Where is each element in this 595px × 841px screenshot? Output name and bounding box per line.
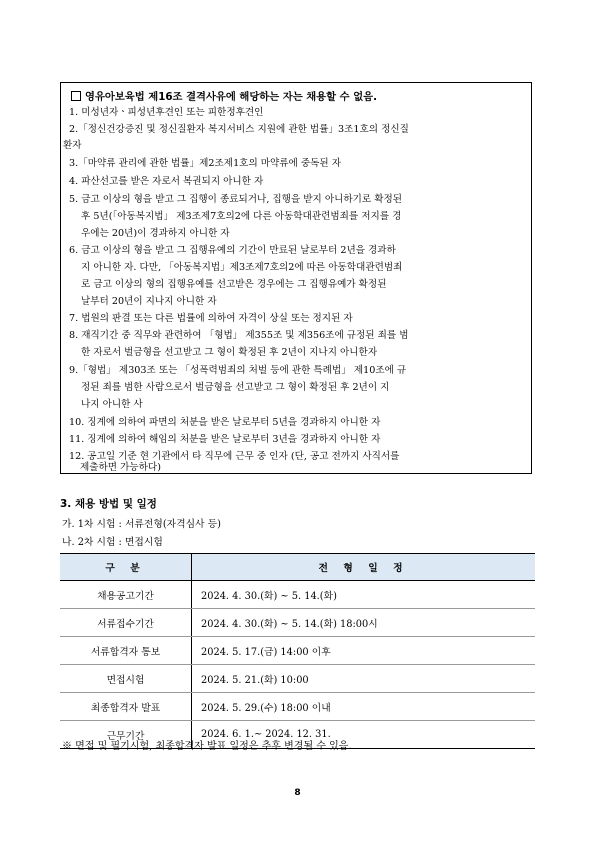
schedule-category-cell: 근무기간 [60, 721, 192, 749]
schedule-date-cell: 2024. 5. 17.(금) 14:00 이후 [192, 637, 536, 665]
section-title: 3. 채용 방법 및 일정 [60, 498, 157, 510]
table-row [60, 637, 535, 665]
disqualification-line: 로 금고 이상의 형의 집행유예를 선고받은 경우에는 그 집행유예가 확정된 [81, 279, 387, 290]
disqualification-line: 우에는 20년)이 경과하지 아니한 자 [81, 228, 230, 239]
table-row [60, 609, 535, 637]
schedule-header-category: 구 분 [60, 554, 192, 581]
disqualification-heading [71, 88, 377, 103]
table-row [60, 665, 535, 693]
schedule-date-cell: 2024. 5. 21.(화) 10:00 [192, 665, 536, 693]
disqualification-line: 제출하면 가능하다) [80, 462, 161, 473]
disqualification-line: 정된 죄를 범한 사람으로서 벌금형을 선고받고 그 형이 확정된 후 2년이 지 [81, 382, 390, 393]
disqualification-line: 9.「형법」 제303조 또는 「성폭력범죄의 처벌 등에 관한 특례법」 제10조에 규 [69, 365, 407, 376]
method-first-exam: 가. 1차 시험 : 서류전형(자격심사 등) [62, 519, 221, 530]
disqualification-line: 나지 아니한 사 [81, 399, 143, 410]
schedule-category-cell: 채용공고기간 [60, 581, 192, 609]
disqualification-line: 후 5년(「아동복지법」 제3조제7호의2에 다른 아동학대관련범죄를 저지를 경 [81, 211, 402, 222]
disqualification-heading-text: 영유아보육법 제16조 결격사유에 해당하는 자는 채용할 수 없음. [85, 91, 378, 103]
disqualification-line: 7. 법원의 판결 또는 다른 법률에 의하여 자격이 상실 또는 정지된 자 [69, 313, 353, 324]
schedule-header-dates: 전 형 일 정 [192, 554, 536, 581]
table-row [60, 581, 535, 609]
schedule-category-cell: 면접시험 [60, 665, 192, 693]
schedule-date-cell: 2024. 4. 30.(화) ~ 5. 14.(화) 18:00시 [192, 609, 536, 637]
disqualification-line: 지 아니한 자. 다만, 「아동복지법」제3조제7호의2에 따른 아동학대관련범죄 [81, 262, 403, 273]
disqualification-line: 12. 공고일 기준 현 기관에서 타 직무에 근무 중 인자 (단, 공고 전까지 사직서를 [69, 451, 400, 462]
schedule-table [60, 553, 535, 749]
schedule-date-cell: 2024. 4. 30.(화) ~ 5. 14.(화) [192, 581, 536, 609]
schedule-change-note: ※ 면접 및 필기시험, 최종합격자 발표 일정은 추후 변경될 수 있음. [62, 741, 352, 752]
disqualification-line: 10. 징계에 의하여 파면의 처분을 받은 날로부터 5년을 경과하지 아니한 자 [69, 417, 381, 428]
disqualification-line: 날부터 20년이 지나지 아니한 자 [81, 296, 217, 307]
disqualification-line: 2.「정신건강증진 및 정신질환자 복지서비스 지원에 관한 법률」3조1호의 정신질 [69, 124, 409, 135]
disqualification-line: 8. 재직기간 중 직무와 관련하여 「형법」 제355조 및 제356조에 규정된 죄를 범 [69, 330, 409, 341]
disqualification-line: 1. 미성년자ㆍ피성년후견인 또는 피한정후견인 [69, 107, 264, 118]
disqualification-line: 5. 금고 이상의 형을 받고 그 집행이 종료되거나, 집행을 받지 아니하기로 확정된 [69, 194, 403, 205]
table-row [60, 693, 535, 721]
disqualification-line: 한 자로서 벌금형을 선고받고 그 형이 확정된 후 2년이 지나지 아니한자 [81, 347, 378, 358]
schedule-date-cell: 2024. 5. 29.(수) 18:00 이내 [192, 693, 536, 721]
disqualification-line: 환자 [63, 140, 82, 151]
method-second-exam: 나. 2차 시험 : 면접시험 [62, 537, 163, 548]
schedule-date-cell: 2024. 6. 1.~ 2024. 12. 31. [192, 721, 536, 749]
disqualification-line: 6. 금고 이상의 형을 받고 그 집행유예의 기간이 만료된 날로부터 2년을 경과하 [69, 245, 396, 256]
disqualification-line: 3.「마약류 관리에 관한 법률」제2조제1호의 마약류에 중독된 자 [69, 158, 341, 169]
schedule-category-cell: 서류접수기간 [60, 609, 192, 637]
schedule-header-row [60, 554, 535, 581]
page-number: 8 [294, 788, 301, 798]
schedule-category-cell: 최종합격자 발표 [60, 693, 192, 721]
checkbox-square-icon [71, 91, 81, 101]
schedule-category-cell: 서류합격자 통보 [60, 637, 192, 665]
disqualification-box [60, 82, 532, 474]
disqualification-line: 11. 징계에 의하여 해임의 처분을 받은 날로부터 3년을 경과하지 아니한 자 [69, 434, 381, 445]
disqualification-line: 4. 파산선고를 받은 자로서 복권되지 아니한 자 [69, 176, 264, 187]
